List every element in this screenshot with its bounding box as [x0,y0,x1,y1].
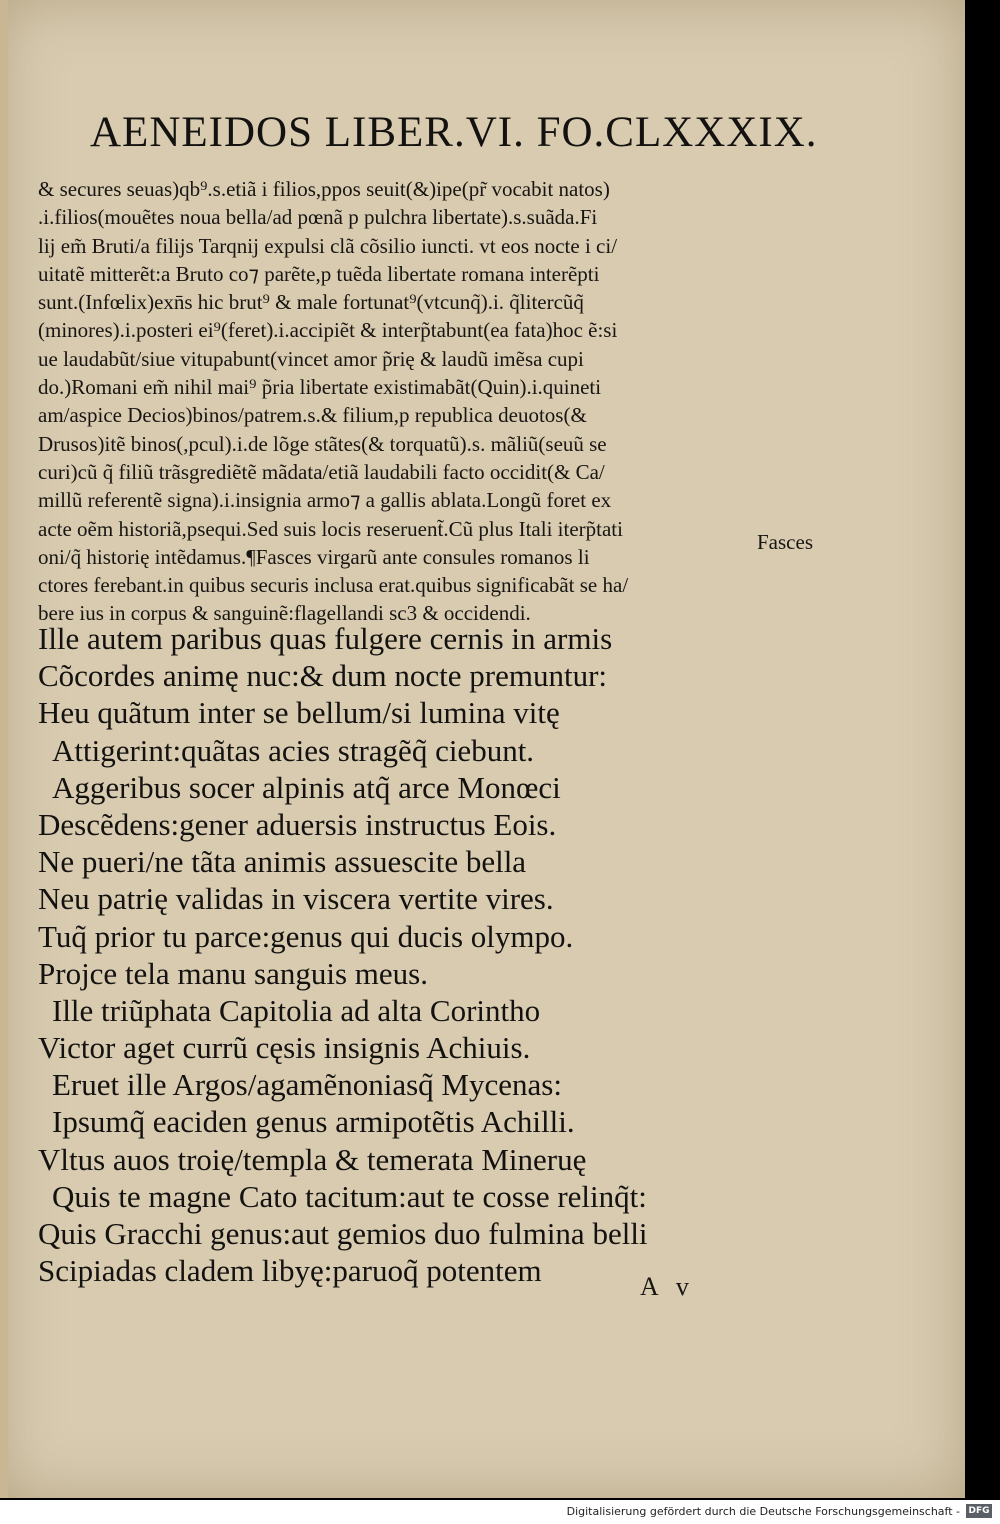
running-title: AENEIDOS LIBER.VI. FO.CLXXXIX. [90,109,818,156]
commentary-line: oni/q̃ historię intẽdamus.¶Fasces virgarũ ante consules romanos li [38,544,590,569]
verse-line: Quis te magne Cato tacitum:aut te cosse relinq̃t: [52,1178,647,1214]
commentary-block [38,175,763,628]
verse-line: Ne pueri/ne tãta animis assuescite bella [38,844,527,880]
page-edge [0,0,8,1498]
verse-line: Quis Gracchi genus:aut gemios duo fulmina belli [38,1216,648,1251]
verse-line: Eruet ille Argos/agamẽnoniasq̃ Mycenas: [52,1067,562,1103]
commentary-line: (minores).i.posteri ei⁹(feret).i.accipiẽt & interp̃tabunt(ea fata)hoc ẽ:si [38,318,618,343]
verse-line: Ipsumq̃ eaciden genus armipotẽtis Achilli. [52,1104,575,1140]
commentary-line: curi)cũ q̃ filiũ trãsgrediẽtẽ mãdata/etiã laudabili facto occidit(& Ca/ [38,459,605,484]
verse-line: Ille autem paribus quas fulgere cernis in armis [38,621,613,656]
signature-mark: A v [640,1272,695,1301]
verse-line: Projce tela manu sanguis meus. [38,955,428,991]
footer-credit: Digitalisierung gefördert durch die Deutsche Forschungsgemeinschaft - [566,1505,960,1518]
verse-line: Heu quãtum inter se bellum/si lumina vitę [38,695,560,731]
verse-line: Attigerint:quãtas acies stragẽq̃ ciebunt. [52,732,535,768]
commentary-line: bere ius in corpus & sanguinẽ:flagellandi sc3 & occidendi. [38,601,531,626]
commentary-line: am/aspice Decios)binos/patrem.s.& filium,p republica deuotos(& [38,403,587,428]
verse-block [38,620,778,1289]
commentary-line: lij em̃ Bruti/a filijs Tarqnij expulsi clã cõsilio iuncti. vt eos nocte i ci/ [38,233,618,258]
verse-line: Neu patrię validas in viscera vertite vires. [38,881,554,917]
commentary-line: sunt.(Infœlix)exn̄s hic brut⁹ & male fortunat⁹(vtcunq̃).i. q̃litercũq̃ [38,290,584,315]
commentary-line: .i.filios(mouẽtes noua bella/ad pœnã p pulchra libertate).s.suãda.Fi [38,205,598,230]
verse-line: Vltus auos troię/templa & temerata Mineruę [38,1141,587,1177]
commentary-line: Drusos)itẽ binos(,pcul).i.de lõge stãtes(& torquatũ).s. mãliũ(seuũ se [38,431,607,456]
verse-line: Ille triũphata Capitolia ad alta Corintho [52,992,541,1028]
verse-line: Victor aget currũ cęsis insignis Achiuis. [38,1030,531,1066]
commentary-line: & secures seuas)qb⁹.s.etiã i filios,ppos seuit(&)ipe(pr̃ vocabit natos) [38,177,610,201]
verse-line: Aggeribus socer alpinis atq̃ arce Monœci [52,769,561,805]
verse-line: Scipiadas cladem libyę:paruoq̃ potentem [38,1253,542,1289]
commentary-line: uitatẽ mitterẽt:a Bruto co⁊ parẽte,p tuẽda libertate romana interẽpti [38,261,600,286]
commentary-line: millũ referentẽ signa).i.insignia armo⁊ a gallis ablata.Longũ foret ex [38,488,612,513]
verse-line: Descẽdens:gener aduersis instructus Eois. [38,806,557,842]
margin-note: Fasces [757,530,813,554]
verse-line: Cõcordes animę nuc:& dum nocte premuntur: [38,658,608,694]
commentary-line: do.)Romani em̃ nihil mai⁹ p̃ria libertate existimabãt(Quin).i.quineti [38,375,602,400]
commentary-line: acte oẽm historiã,psequi.Sed suis locis reseruent̃.Cũ plus Itali iterp̃tati [38,516,623,541]
commentary-line: ctores ferebant.in quibus securis inclusa erat.quibus significabãt se ha/ [38,573,629,598]
dfg-logo: DFG [966,1504,992,1518]
verse-line: Tuq̃ prior tu parce:genus qui ducis olympo. [38,918,574,954]
commentary-line: ue laudabũt/siue vitupabunt(vincet amor p̃rię & laudũ imẽsa cupi [38,346,584,371]
